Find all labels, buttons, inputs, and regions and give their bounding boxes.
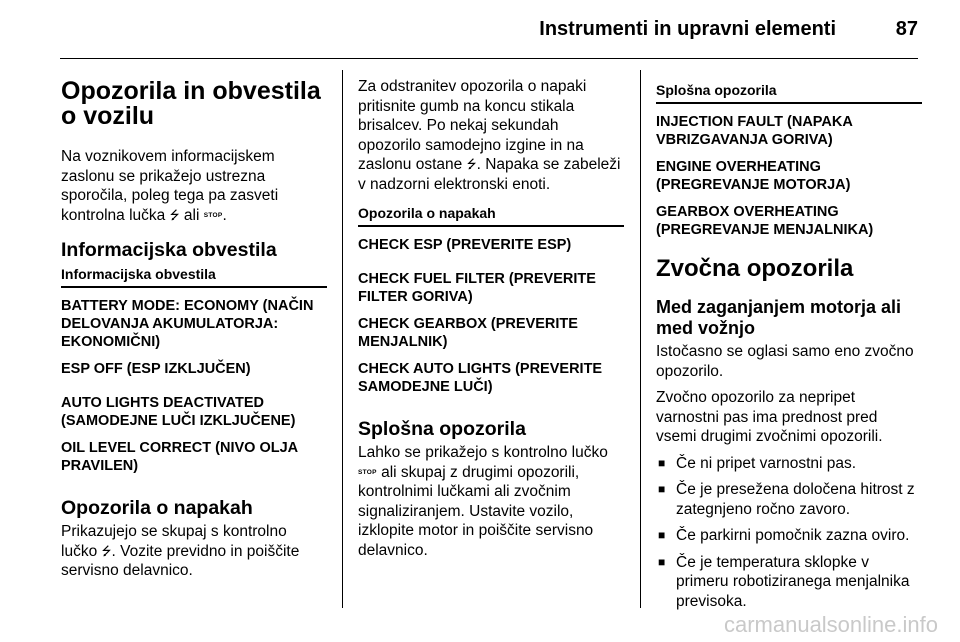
column-1 bbox=[61, 62, 327, 588]
message-item: ENGINE OVERHEATING (PREGREVANJE MOTORJA) bbox=[656, 159, 851, 193]
intro-ali: ali bbox=[183, 206, 200, 224]
sound-paragraph-2: Zvočno opozorilo za nepripet varnostni pas ima prednost pred vsemi drugimi zvočnimi opozorili. bbox=[656, 389, 883, 445]
faults-text-after: . Vozite previdno in poiščite servisno delavnico. bbox=[61, 542, 300, 580]
faults-heading: Opozorila o napakah bbox=[61, 497, 253, 520]
wrench-warning-icon: ⭍ bbox=[169, 207, 180, 222]
remove-fault-text-after: . Napaka se zabeleži v nadzorni elektronski enoti. bbox=[358, 156, 621, 193]
stop-warning-icon: STOP bbox=[358, 468, 377, 476]
intro-text: Na voznikovem informacijskem zaslonu se prikažejo ustrezna sporočila, poleg tega pa zasveti kontrolna lučka bbox=[61, 148, 279, 224]
wrench-warning-icon: ⭍ bbox=[466, 157, 477, 172]
list-item: ■ Če je temperatura sklopke v primeru robotiziranega menjalnika previsoka. bbox=[656, 553, 922, 612]
general-paragraph bbox=[358, 443, 624, 560]
condition-list bbox=[656, 454, 922, 612]
general-heading: Splošna opozorila bbox=[358, 418, 526, 441]
column-2 bbox=[358, 62, 624, 567]
list-item: ■ Če je presežena določena hitrost z zategnjeno ročno zavoro. bbox=[656, 480, 922, 519]
info-heading: Informacijska obvestila bbox=[61, 239, 277, 262]
faults-table-head: Opozorila o napakah bbox=[358, 204, 624, 227]
message-item: CHECK FUEL FILTER (PREVERITE FILTER GORIVA) bbox=[358, 271, 596, 306]
sound-heading: Zvočna opozorila bbox=[656, 255, 854, 282]
list-item: ■ Če ni pripet varnostni pas. bbox=[656, 454, 922, 474]
header-rule bbox=[60, 58, 918, 59]
watermark: carmanualsonline.info bbox=[723, 612, 938, 637]
message-item: CHECK GEARBOX (PREVERITE MENJALNIK) bbox=[358, 316, 578, 351]
general-text-before: Lahko se prikažejo s kontrolno lučko bbox=[358, 444, 608, 462]
general-table-head: Splošna opozorila bbox=[656, 81, 922, 104]
message-item: AUTO LIGHTS DEACTIVATED (SAMODEJNE LUČI IZKLJUČENE) bbox=[61, 395, 296, 430]
info-table-head: Informacijska obvestila bbox=[61, 265, 327, 288]
message-item: GEARBOX OVERHEATING (PREGREVANJE MENJALNIKA) bbox=[656, 204, 874, 238]
remove-fault-paragraph bbox=[358, 77, 624, 194]
message-item: CHECK ESP (PREVERITE ESP) bbox=[358, 237, 572, 254]
message-item: BATTERY MODE: ECONOMY (NAČIN DELOVANJA AKUMULATORJA: EKONOMIČNI) bbox=[61, 298, 314, 351]
message-item: INJECTION FAULT (NAPAKA VBRIZGAVANJA GORIVA) bbox=[656, 114, 853, 148]
list-item: ■ Če parkirni pomočnik zazna oviro. bbox=[656, 526, 922, 546]
faults-paragraph bbox=[61, 522, 327, 581]
column-divider-2 bbox=[640, 70, 641, 608]
sub-heading: Med zaganjanjem motorja ali med vožnjo bbox=[656, 297, 902, 338]
stop-warning-icon: STOP bbox=[203, 211, 223, 219]
column-3 bbox=[656, 62, 922, 618]
header-title: Instrumenti in upravni elementi bbox=[539, 18, 836, 40]
sound-paragraph-1: Istočasno se oglasi samo eno zvočno opozorilo. bbox=[656, 343, 914, 380]
page-number: 87 bbox=[895, 18, 918, 40]
message-item: ESP OFF (ESP IZKLJUČEN) bbox=[61, 361, 251, 378]
message-item: OIL LEVEL CORRECT (NIVO OLJA PRAVILEN) bbox=[61, 440, 298, 475]
faults-text: Prikazujejo se skupaj s kontrolno lučko bbox=[61, 523, 287, 560]
wrench-warning-icon: ⭍ bbox=[101, 543, 112, 558]
column-divider-1 bbox=[342, 70, 343, 608]
message-item: CHECK AUTO LIGHTS (PREVERITE SAMODEJNE LUČI) bbox=[358, 361, 603, 396]
intro-paragraph: Na voznikovem informacijskem zaslonu se prikažejo ustrezna sporočila, poleg tega pa zasveti kontrolna lučka ⭍ ali STOP. bbox=[61, 148, 279, 224]
section-title: Opozorila in obvestila o vozilu bbox=[61, 77, 321, 130]
page-header bbox=[60, 0, 918, 60]
remove-fault-text: Za odstranitev opozorila o napaki pritisnite gumb na koncu stikala brisalcev. Po nekaj sekundah opozorilo samodejno izgine in na zaslonu ostane bbox=[358, 78, 587, 173]
general-text-after: ali skupaj z drugimi opozorili, kontrolnimi lučkami ali zvočnim signaliziranjem. Ustavite vozilo, izklopite motor in poiščite servisno delavnico. bbox=[358, 463, 594, 559]
